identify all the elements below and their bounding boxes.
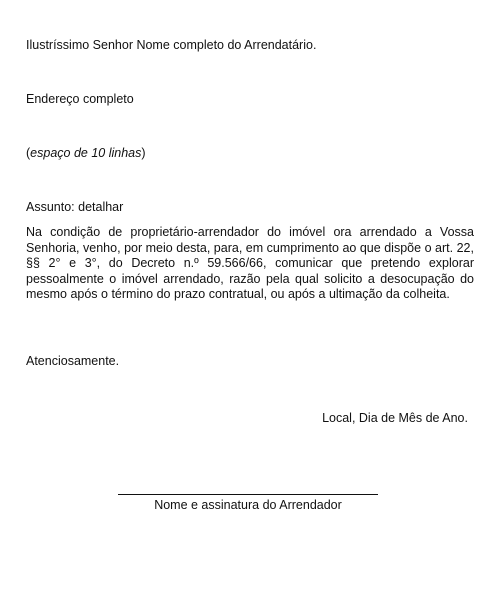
closing-line: Atenciosamente.: [26, 354, 120, 368]
subject-line: Assunto: detalhar: [26, 200, 124, 214]
spacing-note-text: espaço de 10 linhas: [30, 146, 142, 160]
spacing-note-close: ): [141, 146, 146, 160]
address-line: Endereço completo: [26, 92, 134, 106]
spacing-note: [26, 146, 146, 161]
body-paragraph: Na condição de proprietário-arrendador do imóvel ora arrendado a Vossa Senhoria, venho, por meio desta, para, em cumprimento ao que dispõe o art. 22, §§ 2° e 3°, do Decreto n.º 59.566/66, comunicar que pretendo explorar pessoalmente o imóvel arrendado, razão pela qual solicito a desocupação do mesmo após o término do prazo contratual, ou após a ultimação da colheita.: [26, 225, 474, 301]
salutation: Ilustríssimo Senhor Nome completo do Arrendatário.: [26, 38, 317, 52]
place-date-line: Local, Dia de Mês de Ano.: [322, 411, 468, 425]
spacing-note-open: (: [26, 146, 31, 160]
signature-label: Nome e assinatura do Arrendador: [154, 498, 342, 512]
signature-line: [118, 494, 378, 495]
